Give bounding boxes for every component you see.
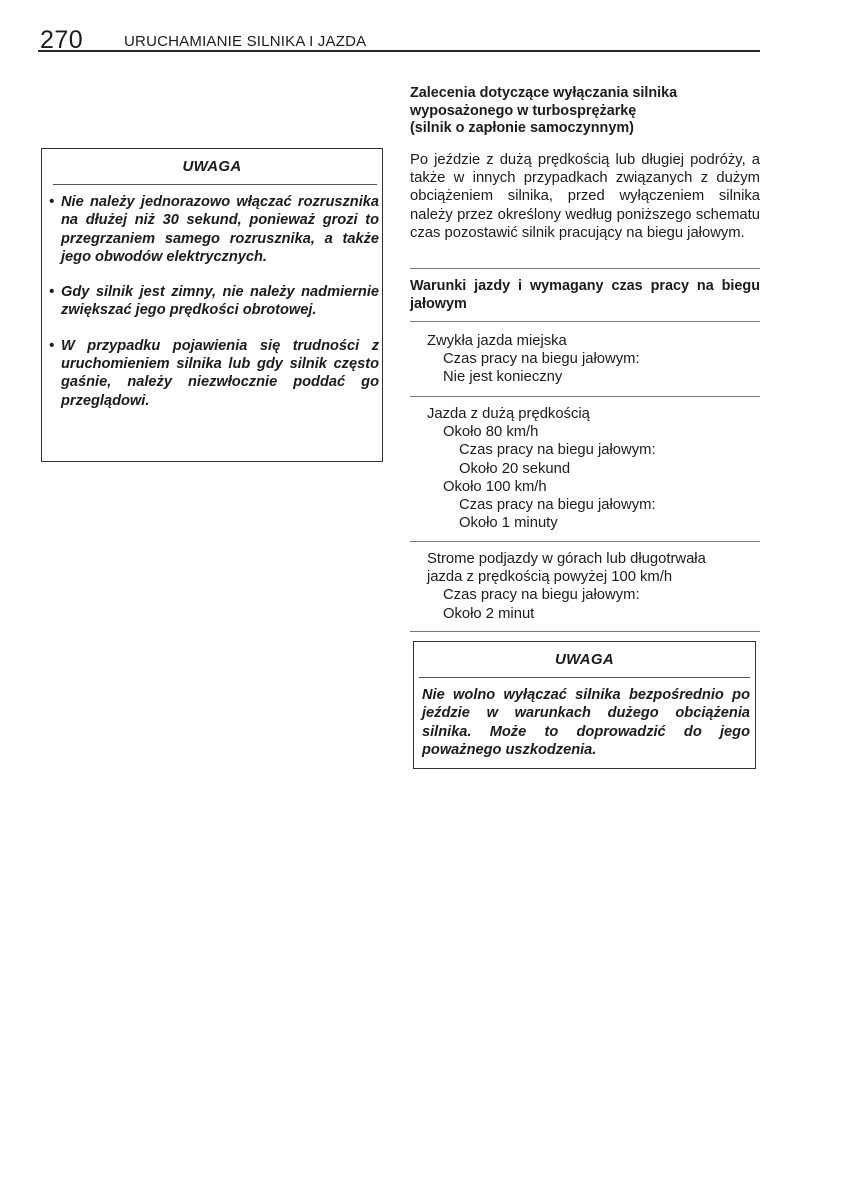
condition-label: Jazda z dużą prędkością [427, 406, 590, 422]
idle-time-label: Czas pracy na biegu jałowym: [459, 442, 656, 459]
idle-time-value: Nie jest konieczny [443, 369, 563, 386]
bullet-icon: • [49, 337, 55, 354]
warning-body: Nie wolno wyłączać silnika bezpośrednio po jeździe w warunkach dużego obciążenia silnika. Może to doprowadzić do jego poważnego uszkodzenia. [422, 687, 750, 758]
condition-label: Strome podjazdy w górach lub długotrwała [427, 551, 706, 567]
warning-item [49, 193, 379, 266]
idle-time-label: Czas pracy na biegu jałowym: [443, 587, 640, 604]
section-heading-line: Zalecenia dotyczące wyłączania silnika [410, 85, 678, 101]
section-heading-line: (silnik o zapłonie samoczynnym) [410, 120, 634, 136]
table-bottom-rule [410, 631, 760, 632]
warning-item [49, 283, 379, 320]
row-divider [410, 541, 760, 542]
warning-item-text: W przypadku pojawienia się trudności z uruchomieniem silnika lub gdy silnik często gaśnie, należy niezwłocznie poddać go przeglądowi. [61, 337, 379, 409]
header-divider [38, 50, 760, 52]
warning-title: UWAGA [182, 158, 242, 175]
condition-row [427, 332, 762, 387]
warning-item-text: Gdy silnik jest zimny, nie należy nadmiernie zwiększać jego prędkości obrotowej. [61, 284, 379, 319]
bullet-icon: • [49, 284, 55, 301]
warning-divider [53, 184, 377, 185]
warning-divider [419, 677, 750, 678]
chapter-title: URUCHAMIANIE SILNIKA I JAZDA [124, 33, 367, 50]
intro-paragraph: Po jeździe z dużą prędkością lub długiej podróży, a także w innych przypadkach związanych z dużym obciążeniem silnika, przed wyłączeniem silnika należy przez określony według poniższego schematu czas pozostawić silnik pracujący na biegu jałowym. [410, 152, 760, 241]
idle-time-label: Czas pracy na biegu jałowym: [443, 351, 640, 368]
speed-label: Około 100 km/h [443, 478, 547, 495]
bullet-icon: • [49, 194, 55, 210]
speed-label: Około 80 km/h [443, 424, 539, 441]
condition-label: jazda z prędkością powyżej 100 km/h [427, 569, 673, 586]
condition-row [427, 550, 762, 623]
page-number: 270 [40, 26, 84, 54]
warning-item [49, 337, 379, 410]
warning-box-right [413, 641, 756, 769]
section-heading-line: wyposażonego w turbosprężarkę [410, 102, 637, 119]
warning-item-text: Nie należy jednorazowo włączać rozrusznika na dłużej niż 30 sekund, ponieważ grozi to przegrzaniem samego rozrusznika, a także jego obwodów elektrycznych. [61, 194, 379, 265]
warning-box-left [41, 148, 383, 462]
table-heading: Warunki jazdy i wymagany czas pracy na biegu jałowym [410, 278, 760, 312]
idle-time-value: Około 20 sekund [459, 460, 571, 477]
row-divider [410, 396, 760, 397]
section-heading [410, 85, 740, 138]
idle-time-label: Czas pracy na biegu jałowym: [459, 497, 656, 514]
warning-title: UWAGA [555, 651, 614, 668]
idle-time-value: Około 1 minuty [459, 515, 558, 532]
table-top-rule [410, 268, 760, 269]
idle-time-value: Około 2 minut [443, 605, 535, 622]
condition-label: Zwykła jazda miejska [427, 333, 567, 349]
condition-row [427, 405, 762, 532]
table-header-rule [410, 321, 760, 322]
warning-list [49, 193, 379, 427]
